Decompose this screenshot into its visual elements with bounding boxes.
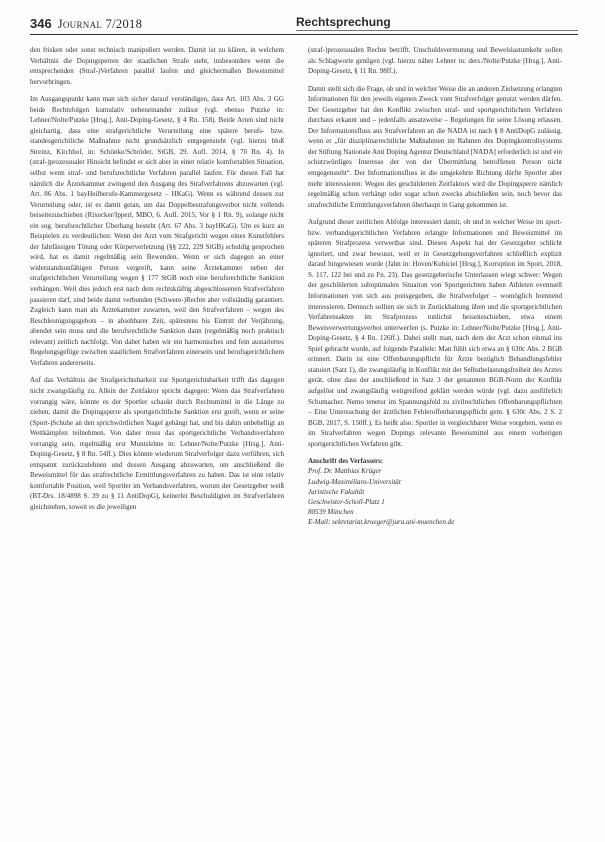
section-rule — [296, 30, 578, 31]
paragraph: Auf das Verhältnis der Strafgerichtsbarkeit zur Sportgerichtsbarkeit trifft das dagegen nicht zwangsläufig zu. Allein der Zeitfaktor spricht dagegen: Wenn das Strafverfahren vorrangig wäre, könnte es der Sportler schaukt durch Rechtsmittel in die Länge zu ziehen, damit die Dopingsperre als sportgerichtliche Sanktion erst greift, wenn er seine (Sport-)Schuhe an den sprichwörtlichen Nagel gehängt hat, und bis dahin unbehelligt an Wettkämpfen teilnehmen. Von daher muss das sportgerichtliche Verbandsverfahren vorrangig sein, regelmäßig erst Muntslehne in: Lehner/Nolte/Putzke [Hrsg.], Anti-Doping-Gesetz, § 8 Rn. 54ff.). Dies könnte wiederum Strafverfolger dazu verführen, sich entspannt zurückzulehnen und dessen Ausgang abzuwarten, um anschließend die Beweismittel für das strafrechtliche Ermittlungsverfahren zu haben. Das ist eine relativ komfortable Position, weil Sportler im Verbandsverfahren, worum der Gesetzgeber weiß (BT-Drs. 18/4898 S. 39 zu § 11 AntiDopG), keinerlei Beschuldigten im Strafverfahren gleichstehen, soweit es die jeweiligen — [30, 376, 284, 511]
right-column — [308, 45, 562, 528]
author-city: 80539 München — [308, 508, 354, 517]
page-header — [30, 12, 578, 36]
paragraph: Damit stellt sich die Frage, ob und in welcher Weise die an anderen Zielsetzung erlangten Informationen für den jeweils eigenen Zweck vom Strafverfolger genutzt werden dürfen. Der Gesetzgeber hat den Konflikt zwischen straf- und sportgerichtlichem Verfahren durchaus erkannt und – jedenfalls ansatzweise – Regelungen für seine Lösung erlassen. Der Informationsfluss aus Strafverfahren an die NADA ist nach § 8 AntiDopG zulässig, wenn er „für disziplinarrechtliche Maßnahmen im Rahmen des Dopingkontrollsystems der Stiftung Nationale Anti Doping Agentur Deutschland [NADA] erforderlich ist und ein schutzwürdiges Interesse der von der Übermittlung betroffenen Person nicht entgegensteht“. Der Informationsfluss in die umgekehrte Richtung dürfte Sportler aber mehr interessieren: Wegen des geschilderten Zeitfaktors wird die Dopingsperre nämlich regelmäßig schon verhängt oder sogar schon zwecks abschließen sein, noch bevor das strafrechtliche Ermittlungsverfahren überhaupt in Gang gekommen ist. — [308, 84, 562, 209]
paragraph: (straf-)prozessualen Rechte betrifft. Unschuldsvermutung und Beweislastumkehr sollen als Schlagworte genügen (vgl. hierzu näher Lehner in: ders./Nolte/Putzke [Hrsg.], Anti-Doping-Gesetz, § 11 Rn. 98ff.). — [308, 46, 562, 76]
journal-name: Journal 7/2018 — [57, 17, 143, 31]
author-university: Ludwig-Maximilians-Universität — [308, 477, 401, 486]
paragraph: Aufgrund dieser zeitlichen Abfolge interessiert damit, ob und in welcher Weise im sport- bzw. verbandsgerichtlichen Verfahren erlangte Informationen und Beweismittel im späteren Strafprozess verwertbar sind. Diesen Aspekt hat der Gesetzgeber schlicht ignoriert, und zwar bewusst, weil er in Gesetzgebungsverfahren schließlich explizit darauf hingewiesen wurde (Jahn in: Hoven/Kubiciel [Hrsg.], Korruption im Sport, 2018, S. 117, 122 bei und zu Fn. 23). Das gesetzgeberische Unterlassen wiegt schwer: Wegen der geschilderten suboptimalen Situation von Sportgerichten haben Athleten eventuell Informationen von sich aus preisgegeben, die Strafverfolger – womöglich brennend interessieren. Dennoch sollten sie sich in Zurückhaltung üben und die sportgerichtlichen Verfahrensakten im Strafprozess tunlichst beiseiteschieben, etwa einem Beweisverwertungsverbot unterwerfen (s. Putzke in: Lehner/Nolte/Putzke [Hrsg.], Anti-Doping-Gesetz, § 4 Rn. 126ff.). Dabei stellt man, nach dem der Arzt schon einmal ins Spiel gebracht wurde, auf folgende Parallele: Man fühlt sich etwa an § 630c Abs. 2 BGB erinnert. Darin ist eine Offenbarungspflicht für Ärzte bezüglich Behandlungsfehler statuiert (Satz 1), die zwangsläufig in Konflikt mit der Selbstbelastungsfreiheit des Arztes gerät, ohne dass der anschließend in Satz 3 der genannten BGB-Norm der Konflikt aufgelöst und zwangsläufig weitgreifend geklärt werden würde (vgl. dazu ausführlich Schumacher. Nemo tenetur im Spannungsfeld zu zivilrechtlichen Offenbarungspflichten – Eine Untersuchung der ärztlichen Fehleroffenbarungspflicht gem. § 630c Abs. 2 S. 2 BGB, 2017, S. 150ff.). Es heißt also: Sportler in vergleichbarer Weise vorgehen, wenn es im Strafverfahren wegen Dopings relevante Beweismittel aus einem vorherigen sportgerichtlichen Verfahren gibt. — [308, 218, 562, 448]
author-street: Geschwister-Scholl-Platz 1 — [308, 498, 385, 507]
header-rule — [30, 34, 578, 35]
paragraph: den frisken oder sonst technisch manipuliert werden. Damit ist zu klären, in welchem Verhältnis die Dopingsperren der staatlichen Strafe steht, insbesondere wenn die entsprechenden (Straf-)Verfahren parallel laufen und gleichermaßen Beweismittel hervorbringen. — [30, 46, 284, 86]
author-name: Prof. Dr. Matthias Krüger — [308, 467, 382, 476]
author-address — [308, 456, 562, 527]
author-faculty: Juristische Fakultät — [308, 487, 365, 496]
author-heading: Anschrift des Verfassers: — [308, 457, 384, 466]
header-left — [30, 16, 142, 32]
author-email[interactable]: E-Mail: sekretariat.krueger@jura.uni-muenchen.de — [308, 518, 455, 527]
page-number: 346 — [30, 16, 52, 31]
section-title: Rechtsprechung — [296, 15, 391, 29]
paragraph: Im Ausgangspunkt kann man sich sicher darauf verständigen, dass Art. 103 Abs. 3 GG beide Rechtsfolgen kumulativ nebeneinander zulässt (vgl. ebenso Putzke in: Lehner/Nolte/Putzke [Hrsg.], Anti-Doping-Gesetz, § 4 Rn. 158). Beide Arten sind nicht gleichartig, dass eine strafgerichtliche Verurteilung eine spätere berufs- bzw. standesgerichtliche Maßnahme nicht grundsätzlich entgegensteht (vgl. hierzu bloß Streinz, Kirchhof, in: Schönke/Schröder, StGB, 29. Aufl. 2014, § 70 Rn. 4). In (straf-)prozessualer Hinsicht befindet er sich aber in einer relativ komfortablen Situation, selbst wenn straf- und berufsrechtliche Verfahren parallel laufen. Für diesen Fall hat nämlich die Ärztekammer zwingend den Ausgang des Strafverfahrens abzuwarten (vgl. Art. 86 Abs. 1 bayHeilberufe-Kammergesetz – HKaG). Wenn es während dessen zur Verurteilung oder, ist es damit getan, um das Doppelbestrafungsverbot nicht vollends beiseitezuschieben (Rixecker/Ipperl, MBO, 6. Aufl. 2015, Vor § 1 Rn. 9), solange nicht ein sog. berufsrechtlicher Überhang besteht (Art. 67 Abs. 3 bayHKaG). Um es kurz an Beispielen zu verdeutlichen: Wenn der Arzt vom Strafgericht wegen eines Kunstfehlers der fahrlässigen Tötung oder Körperverletzung (§§ 222, 229 StGB) schuldig gesprochen wird, hat es damit regelmäßig sein Bewenden. Wenn er sich dagegen an einer widerstandsunfähigen Person vergreift, kann seine Ärztekammer neben der strafgerichtlichen Verurteilung wegen § 177 StGB noch eine berufsrechtliche Sanktion verhängen. Weil dies jedoch erst nach dem rechtskräftig abgeschlossenen Strafverfahren passieren darf, sind beide damit verbunden (Schwere-)Rechte aber vollständig garantiert. Zugleich kann man als Ärztekammer zuwarten, weil den Strafverfahren – wegen des Beschleunigungsgebots – in absehbarer Zeit, spätestens bis Eintritt der Verjährung, abendet sein muss und die berufsrechtliche Sanktion dann (regelmäßig noch praktisch relevant) zeitlich nachfolgt. Von daher haben wir ein harmonisches und fein austariertes Regelungsgefüge zwischen staatlichem Strafverfahren einerseits und berufsgerichtlichem Verfahren andererseits. — [30, 95, 284, 367]
left-column — [30, 45, 284, 520]
